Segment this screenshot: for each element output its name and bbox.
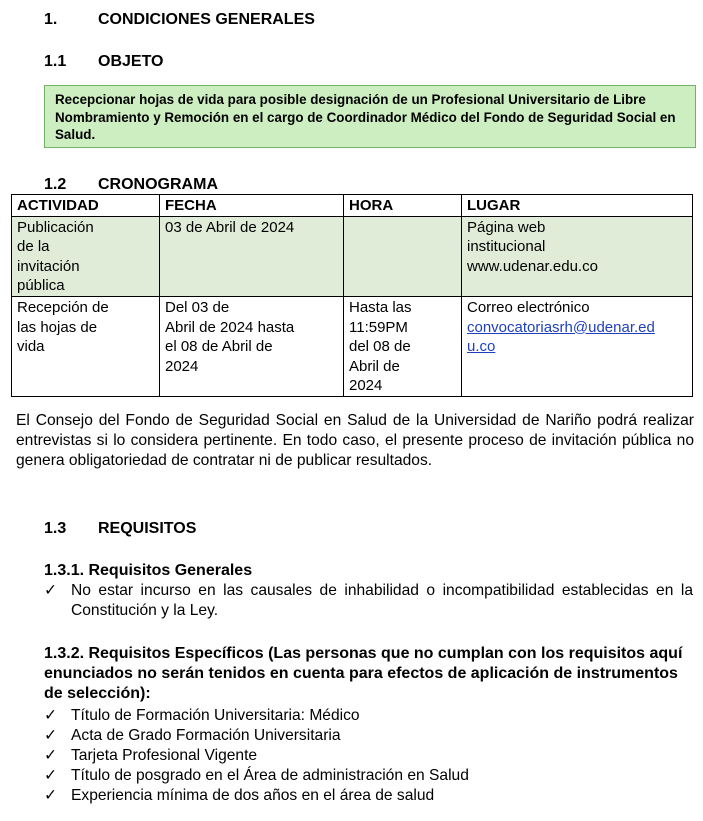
cell-line: Recepción de: [17, 298, 109, 316]
list-item-text: Experiencia mínima de dos años en el área de salud: [71, 787, 435, 804]
objeto-box: Recepcionar hojas de vida para posible designación de un Profesional Universitario de Libre Nombramiento y Remoción en el cargo de Coordinador Médico del Fondo de Seguridad Social en Salud.: [44, 85, 696, 148]
email-link-continuation[interactable]: u.co: [467, 338, 496, 356]
cell-line: Hasta las: [349, 298, 412, 316]
cell-line: Página web: [467, 218, 546, 236]
requisitos-especificos-title: 1.3.2. Requisitos Específicos (Las personas que no cumplan con los requisitos aquí enunciados no serán tenidos en cuenta para efectos de aplicación de instrumentos de selección):: [44, 645, 683, 702]
cell-line: Del 03 de: [165, 298, 230, 316]
email-link[interactable]: convocatoriasrh@udenar.ed: [467, 318, 655, 336]
section-number: 1.3: [44, 520, 67, 537]
cell-lugar: [462, 296, 693, 396]
cell-hora: [344, 296, 462, 396]
cell-fecha: [160, 216, 344, 296]
cell-line: el 08 de Abril de: [165, 338, 273, 356]
section-title: CONDICIONES GENERALES: [98, 11, 315, 28]
cell-line: de la: [17, 238, 50, 256]
header-lugar: LUGAR: [462, 195, 693, 217]
cell-actividad: [12, 296, 160, 396]
cronograma-table: [11, 194, 693, 397]
cell-line: Publicación: [17, 218, 94, 236]
list-item-text: Acta de Grado Formación Universitaria: [71, 727, 341, 744]
cell-line: invitación: [17, 257, 80, 275]
check-icon: ✓: [44, 787, 58, 804]
cell-line: del 08 de: [349, 338, 411, 356]
section-title: REQUISITOS: [98, 520, 197, 537]
consejo-paragraph: El Consejo del Fondo de Seguridad Social en Salud de la Universidad de Nariño podrá realizar entrevistas si lo considera pertinente. En todo caso, el presente proceso de invitación pública no genera obligatoriedad de contratar ni de publicar resultados.: [16, 412, 694, 469]
header-actividad: ACTIVIDAD: [12, 195, 160, 217]
cell-line: Abril de: [349, 357, 400, 375]
section-number: 1.: [44, 11, 58, 28]
check-icon: ✓: [44, 767, 58, 784]
cell-line: Abril de 2024 hasta: [165, 318, 295, 336]
cell-line: vida: [17, 338, 45, 356]
cell-line: institucional: [467, 238, 546, 256]
header-fecha: FECHA: [160, 195, 344, 217]
list-item-text: Tarjeta Profesional Vigente: [71, 747, 258, 764]
requisitos-generales-title: 1.3.1. Requisitos Generales: [44, 562, 253, 579]
section-number: 1.1: [44, 53, 67, 70]
table-row: [12, 216, 693, 296]
cell-line: Correo electrónico: [467, 298, 590, 316]
cell-line: pública: [17, 277, 65, 295]
check-icon: ✓: [44, 727, 58, 744]
table-row: [12, 296, 693, 396]
section-number: 1.2: [44, 176, 67, 193]
section-title: OBJETO: [98, 53, 164, 70]
cell-line: 2024: [349, 377, 383, 395]
table-header-row: [12, 195, 693, 217]
list-item-text: Título de posgrado en el Área de administración en Salud: [71, 767, 469, 784]
cell-actividad: [12, 216, 160, 296]
cell-line: www.udenar.edu.co: [467, 257, 598, 275]
cell-line: 03 de Abril de 2024: [165, 218, 295, 236]
section-title: CRONOGRAMA: [98, 176, 218, 193]
list-item-text: Título de Formación Universitaria: Médico: [71, 707, 360, 724]
cell-fecha: [160, 296, 344, 396]
list-item-text: No estar incurso en las causales de inhabilidad o incompatibilidad establecidas en la Constitución y la Ley.: [71, 582, 693, 619]
check-icon: ✓: [44, 582, 58, 599]
header-hora: HORA: [344, 195, 462, 217]
cell-line: 11:59PM: [349, 318, 408, 336]
cell-lugar: [462, 216, 693, 296]
cell-line: 2024: [165, 357, 199, 375]
check-icon: ✓: [44, 707, 58, 724]
cell-hora: [344, 216, 462, 296]
check-icon: ✓: [44, 747, 58, 764]
cell-line: las hojas de: [17, 318, 98, 336]
